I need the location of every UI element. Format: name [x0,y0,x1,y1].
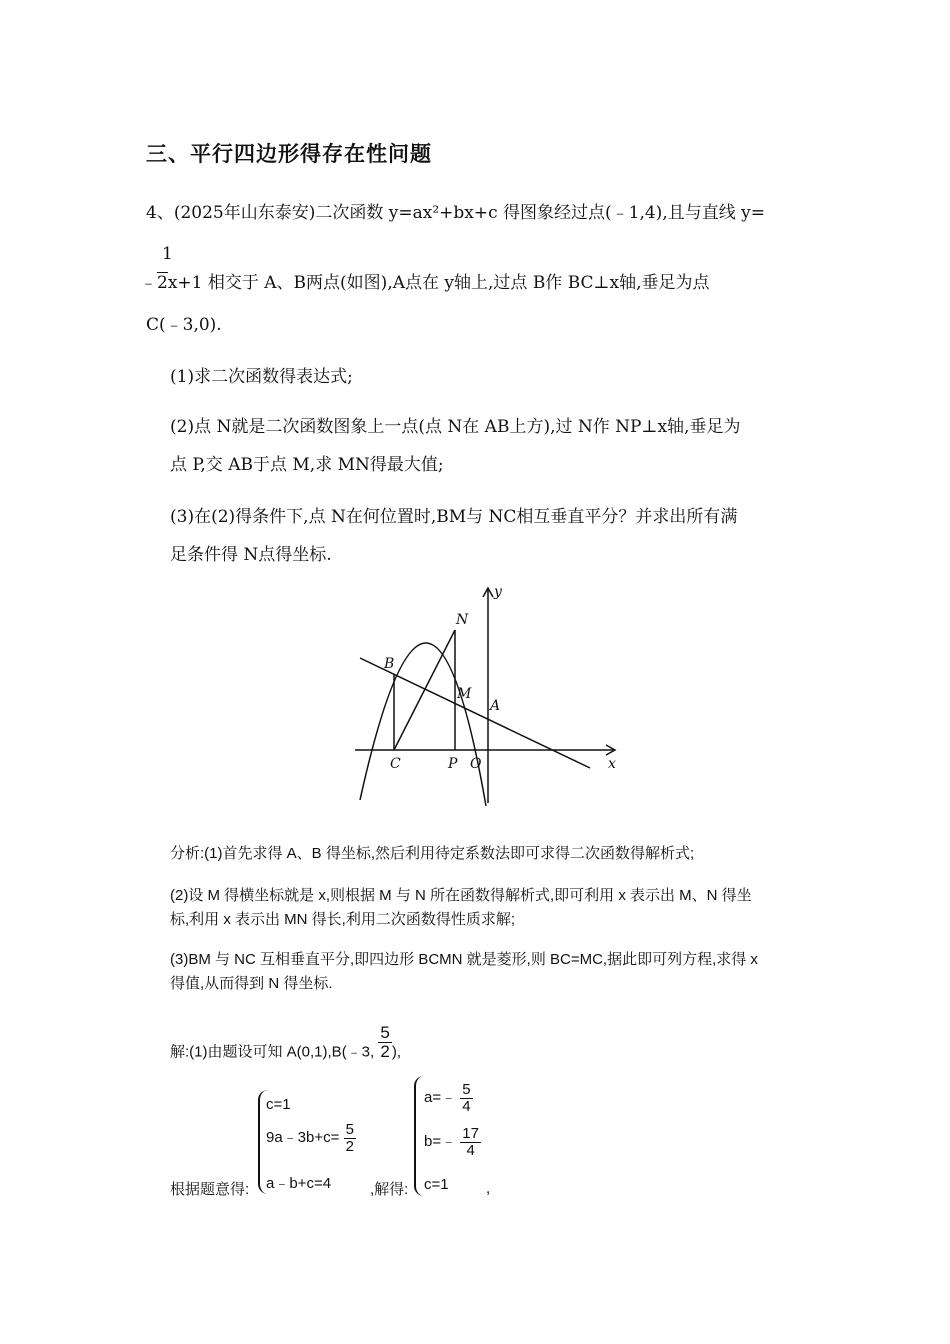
equation-2 [266,1122,356,1155]
solution-b-numerator: 17 [462,1125,479,1142]
problem-line-1: 4、(2025年山东泰安)二次函数 y=ax²+bx+c 得图象经过点(﹣1,4),且与直线 y= [146,203,765,223]
label-c: C [390,756,401,772]
equation-system [258,1090,370,1194]
solution-a-denominator: 4 [462,1097,471,1115]
solution-a-numerator: 5 [462,1081,471,1098]
question-1: (1)求二次函数得表达式; [170,367,353,387]
segment-cn [394,630,455,750]
label-o: O [470,756,482,772]
parabola-figure [350,578,630,808]
label-x: x [608,756,616,772]
solution-b-fraction [460,1126,481,1159]
label-y: y [494,584,502,600]
label-n: N [456,612,469,628]
solution-b-denominator: 4 [466,1141,475,1159]
analysis-1: 分析:(1)首先求得 A、B 得坐标,然后利用待定系数法即可求得二次函数得解析式; [170,845,695,862]
solution-b [424,1126,481,1159]
equation-2-prefix: 9a﹣3b+c= [266,1129,340,1147]
label-b: B [384,656,395,672]
analysis-2-line-2: 标,利用 x 表示出 MN 得长,利用二次函数得性质求解; [170,911,516,928]
fraction-denominator: 2 [380,1041,390,1061]
label-a: A [490,698,501,714]
solution-a-fraction [460,1082,472,1115]
equation-3: a﹣b+c=4 [266,1175,332,1192]
equation-2-denominator: 2 [345,1137,354,1155]
problem-line-3: C(﹣3,0). [146,315,222,335]
problem-line-2 [140,268,710,293]
solution-a [424,1082,473,1115]
solution-a-prefix: a=﹣ [424,1089,457,1107]
analysis-2-line-1: (2)设 M 得横坐标就是 x,则根据 M 与 N 所在函数得解析式,即可利用 x 表示出 M、N 得坐 [170,887,752,904]
section-title: 三、平行四边形得存在性问题 [146,142,432,166]
analysis-3-line-2: 得值,从而得到 N 得坐标. [170,975,333,992]
solution-line-1 [170,1023,402,1071]
question-3-line-1: (3)在(2)得条件下,点 N在何位置时,BM与 NC相互垂直平分？并求出所有满 [170,507,738,527]
label-m: M [457,686,472,702]
question-2-line-1: (2)点 N就是二次函数图象上一点(点 N在 AB上方),过 N作 NP⊥x轴,垂足为 [170,417,741,437]
equation-2-numerator: 5 [345,1121,354,1138]
system-label: 根据题意得: [170,1181,250,1198]
question-2-line-2: 点 P,交 AB于点 M,求 MN得最大值; [170,455,444,475]
fraction-numerator: 5 [380,1023,390,1042]
question-3-line-2: 足条件得 N点得坐标. [170,545,332,565]
problem-frac-prefix: ﹣ [140,273,157,293]
equation-2-fraction [344,1122,356,1155]
solution-c: c=1 [424,1176,449,1193]
solution-line-1-suffix: ), [391,1043,402,1061]
trailing-comma: , [486,1180,491,1197]
problem-frac-numerator: 1 [162,244,173,264]
fraction-five-halves [378,1024,391,1061]
problem-frac-denominator: 2 [157,273,168,293]
solution-b-prefix: b=﹣ [424,1133,457,1151]
problem-line-2-text: x+1 相交于 A、B两点(如图),A点在 y轴上,过点 B作 BC⊥x轴,垂足为点 [167,273,710,293]
label-p: P [448,756,458,772]
analysis-3-line-1: (3)BM 与 NC 互相垂直平分,即四边形 BCMN 就是菱形,则 BC=MC,据此即可列方程,求得 x [170,951,758,968]
solution-system [414,1076,496,1196]
solve-label: ,解得: [370,1181,409,1198]
equation-1: c=1 [266,1096,291,1113]
solution-line-1-prefix: 解:(1)由题设可知 A(0,1),B(﹣3, [170,1043,375,1061]
